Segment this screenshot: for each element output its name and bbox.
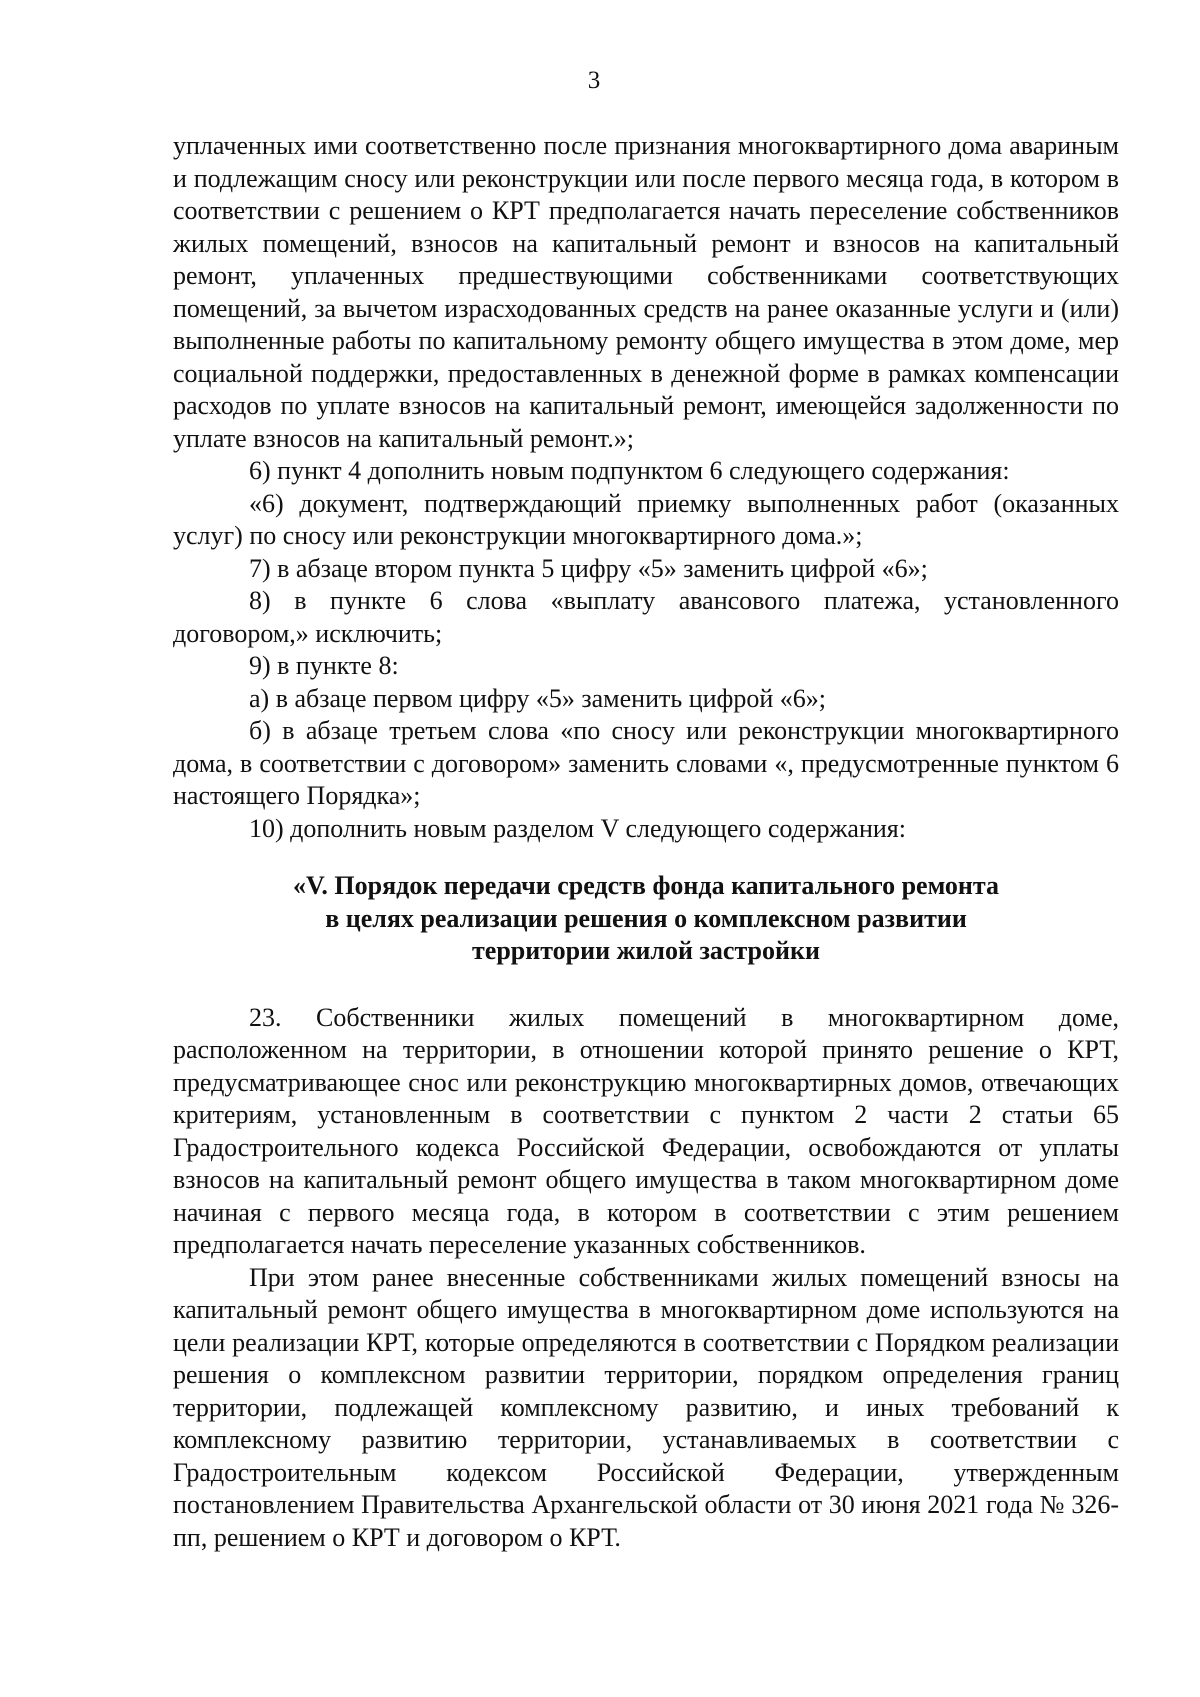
paragraph-item-10: 10) дополнить новым разделом V следующего содержания:: [249, 813, 906, 843]
paragraph-item-9: 9) в пункте 8:: [249, 651, 399, 680]
section-heading: [173, 870, 1119, 968]
section-heading-line: в целях реализации решения о комплексном развитии: [325, 903, 967, 933]
paragraph-clause-23: 23. Собственники жилых помещений в многоквартирном доме, расположенном на территории, в отношении которой принято решение о КРТ, предусматривающее снос или реконструкцию многоквартирных домов, отвечающих критериям, установленным в соответствии с пунктом 2 части 2 статьи 65 Градостроительного кодекса Российской Федерации, освобождаются от уплаты взносов на капитальный ремонт общего имущества в таком многоквартирном доме начиная с первого месяца года, в котором в соответствии с этим решением предполагается начать переселение указанных собственников.: [173, 1002, 1119, 1259]
document-body: [173, 130, 1119, 1554]
paragraph-clause-23-continuation: При этом ранее внесенные собственниками жилых помещений взносы на капитальный ремонт общего имущества в многоквартирном доме используются на цели реализации КРТ, которые определяются в соответствии с Порядком реализации решения о комплексном развитии территории, порядком определения границ территории, подлежащей комплексному развитию, и иных требований к комплексному развитию территории, устанавливаемых в соответствии с Градостроительным кодексом Российской Федерации, утвержденным постановлением Правительства Архангельской области от 30 июня 2021 года № 326-пп, решением о КРТ и договором о КРТ.: [173, 1262, 1119, 1552]
section-heading-line: территории жилой застройки: [472, 936, 820, 965]
page-number: 3: [587, 67, 601, 94]
paragraph-item-9b: б) в абзаце третьем слова «по сносу или реконструкции многоквартирного дома, в соответствии с договором» заменить словами «, предусмотренные пунктом 6 настоящего Порядка»;: [173, 716, 1119, 810]
section-heading-line: «V. Порядок передачи средств фонда капитального ремонта: [293, 871, 999, 900]
paragraph-continuation: уплаченных ими соответственно после признания многоквартирного дома авариным и подлежащим сносу или реконструкции или после первого месяца года, в котором в соответствии с решением о КРТ предполагается начать переселение собственников жилых помещений, взносов на капитальный ремонт и взносов на капитальный ремонт, уплаченных предшествующими собственниками соответствующих помещений, за вычетом израсходованных средств на ранее оказанные услуги и (или) выполненные работы по капитальному ремонту общего имущества в этом доме, мер социальной поддержки, предоставленных в денежной форме в рамках компенсации расходов по уплате взносов на капитальный ремонт, имеющейся задолженности по уплате взносов на капитальный ремонт.»;: [173, 131, 1119, 453]
paragraph-item-9a: а) в абзаце первом цифру «5» заменить цифрой «6»;: [249, 683, 827, 713]
paragraph-item-8: 8) в пункте 6 слова «выплату авансового платежа, установленного договором,» исключить;: [173, 586, 1119, 648]
paragraph-item-7: 7) в абзаце втором пункта 5 цифру «5» заменить цифрой «6»;: [249, 553, 928, 583]
paragraph-item-6: 6) пункт 4 дополнить новым подпунктом 6 следующего содержания:: [249, 456, 1010, 485]
paragraph-item-6-content: «6) документ, подтверждающий приемку выполненных работ (оказанных услуг) по сносу или реконструкции многоквартирного дома.»;: [173, 488, 1119, 550]
